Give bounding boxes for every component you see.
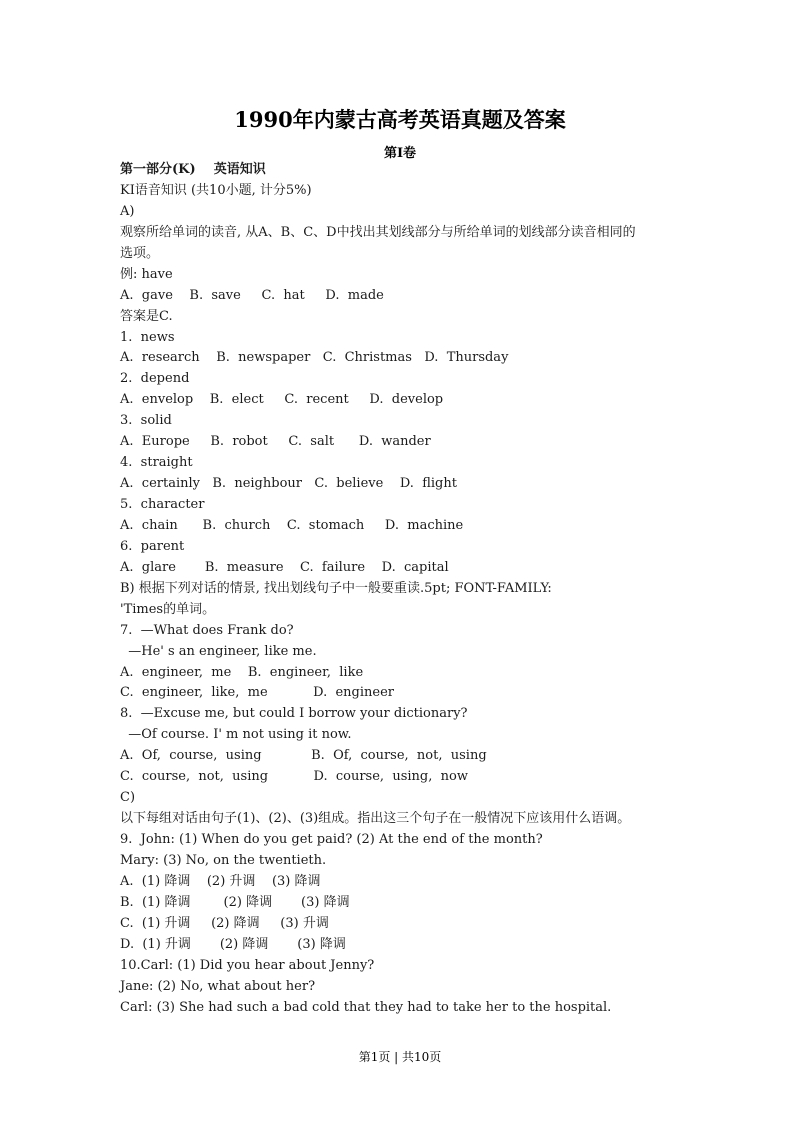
- dialogue-line: Jane: (2) No, what about her?: [120, 978, 316, 994]
- example-options: A. gave B. save C. hat D. made: [120, 287, 384, 303]
- dialogue-line: Mary: (3) No, on the twentieth.: [120, 852, 327, 868]
- question-line: 6. parent: [120, 538, 185, 554]
- option-line: D. (1) 升调 (2) 降调 (3) 降调: [120, 936, 346, 952]
- question-line: 1. news: [120, 329, 175, 345]
- question-line: 7. —What does Frank do?: [120, 622, 294, 638]
- dialogue-line: —Of course. I' m not using it now.: [120, 727, 352, 743]
- option-line: C. (1) 升调 (2) 降调 (3) 升调: [120, 915, 329, 931]
- document-body: [120, 160, 700, 1018]
- option-line: A. envelop B. elect C. recent D. develop: [120, 392, 444, 408]
- section-heading: KI语音知识 (共10小题, 计分5%): [120, 182, 312, 198]
- question-line: 10.Carl: (1) Did you hear about Jenny?: [120, 957, 375, 973]
- instruction-text: B) 根据下列对话的情景, 找出划线句子中一般要重读.5pt; FONT-FAMILY:: [120, 580, 552, 596]
- option-line: A. Of, course, using B. Of, course, not, using: [120, 748, 487, 764]
- example-answer: 答案是C.: [120, 308, 173, 324]
- subsection-label: A): [120, 203, 135, 219]
- option-line: B. (1) 降调 (2) 降调 (3) 降调: [120, 894, 350, 910]
- question-line: 2. depend: [120, 371, 190, 387]
- instruction-text: 'Times的单词。: [120, 601, 216, 617]
- option-line: A. chain B. church C. stomach D. machine: [120, 517, 464, 533]
- dialogue-line: —He' s an engineer, like me.: [120, 643, 317, 659]
- instruction-text: 以下每组对话由句子(1)、(2)、(3)组成。指出这三个句子在一般情况下应该用什么语调。: [120, 811, 631, 827]
- option-line: A. (1) 降调 (2) 升调 (3) 降调: [120, 873, 321, 889]
- option-line: C. engineer, like, me D. engineer: [120, 685, 395, 701]
- question-line: 4. straight: [120, 455, 193, 471]
- option-line: A. research B. newspaper C. Christmas D. Thursday: [120, 350, 509, 366]
- document-title: 1990年内蒙古高考英语真题及答案: [234, 107, 566, 132]
- page-footer: 第1页 | 共10页: [358, 1050, 442, 1064]
- option-line: A. Europe B. robot C. salt D. wander: [120, 434, 431, 450]
- option-line: C. course, not, using D. course, using, now: [120, 769, 468, 785]
- section-subtitle: 第I卷: [383, 146, 417, 161]
- question-line: 9. John: (1) When do you get paid? (2) At the end of the month?: [120, 832, 543, 847]
- example-word: 例: have: [120, 266, 173, 282]
- subsection-label: C): [120, 790, 136, 806]
- instruction-text: 选项。: [120, 245, 160, 261]
- question-line: 8. —Excuse me, but could I borrow your dictionary?: [120, 706, 468, 722]
- dialogue-line: Carl: (3) She had such a bad cold that they had to take her to the hospital.: [120, 999, 612, 1015]
- question-line: 5. character: [120, 497, 205, 512]
- part-heading: 第一部分(K) 英语知识: [120, 162, 266, 177]
- question-line: 3. solid: [120, 413, 172, 429]
- option-line: A. engineer, me B. engineer, like: [120, 664, 364, 680]
- option-line: A. certainly B. neighbour C. believe D. flight: [120, 476, 457, 492]
- instruction-text: 观察所给单词的读音, 从A、B、C、D中找出其划线部分与所给单词的划线部分读音相同的: [120, 224, 636, 240]
- option-line: A. glare B. measure C. failure D. capital: [120, 559, 449, 575]
